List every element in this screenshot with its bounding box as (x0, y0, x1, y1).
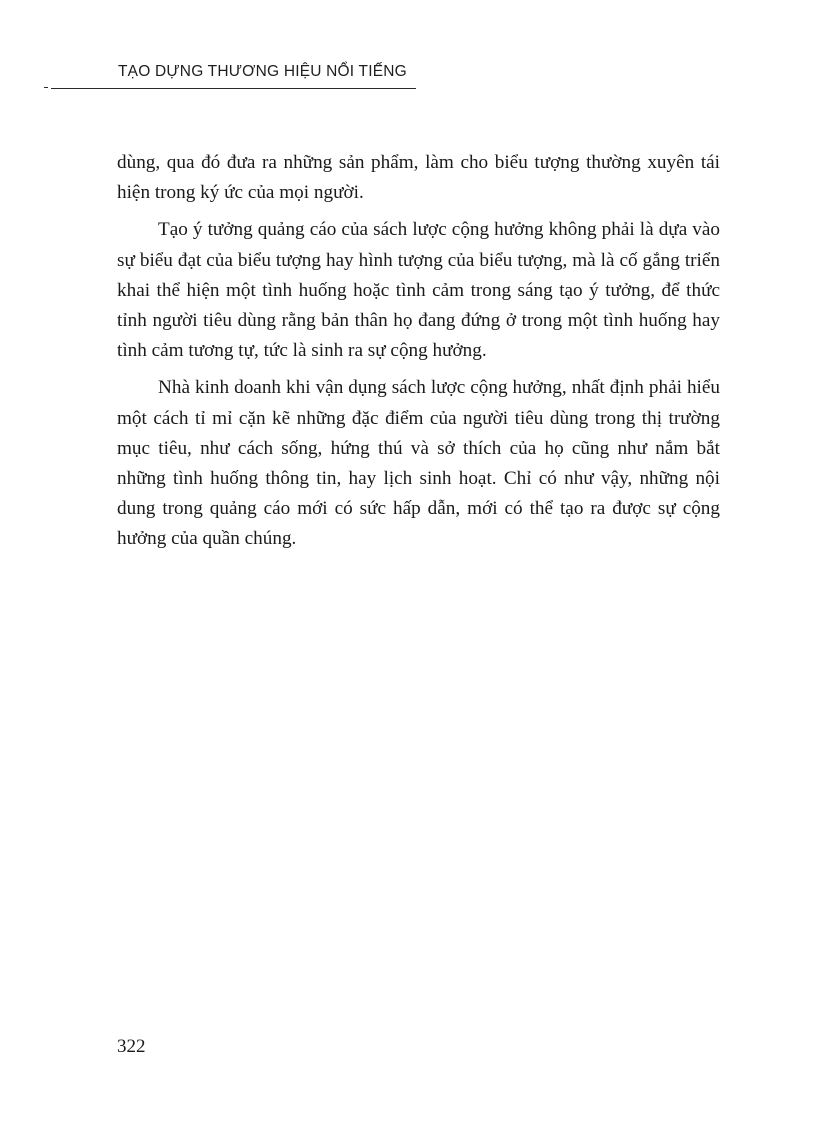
paragraph: Nhà kinh doanh khi vận dụng sách lược cộng hưởng, nhất định phải hiểu một cách tỉ mỉ cặn kẽ những đặc điểm của người tiêu dùng trong thị trường mục tiêu, như cách sống, hứng thú và sở thích của họ cũng như nắm bắt những tình huống thông tin, hay lịch sinh hoạt. Chỉ có như vậy, những nội dung trong quảng cáo mới có sức hấp dẫn, mới có thể tạo ra được sự cộng hưởng của quần chúng. (117, 377, 720, 550)
page-number: 322 (117, 1036, 146, 1057)
paragraph-continued: dùng, qua đó đưa ra những sản phẩm, làm cho biểu tượng thường xuyên tái hiện trong ký ức của mọi người. (117, 152, 720, 204)
header-rule-mark (42, 87, 51, 89)
body-text (117, 148, 720, 562)
paragraph: Tạo ý tưởng quảng cáo của sách lược cộng hưởng không phải là dựa vào sự biểu đạt của biểu tượng hay hình tượng của biểu tượng, mà là cố gắng triển khai thể hiện một tình huống hoặc tình cảm trong sáng tạo ý tưởng, để thức tỉnh người tiêu dùng rằng bản thân họ đang đứng ở trong một tình huống hay tình cảm tương tự, tức là sinh ra sự cộng hưởng. (117, 219, 720, 362)
running-header (42, 60, 416, 89)
running-header-title: TẠO DỰNG THƯƠNG HIỆU NỔI TIẾNG (118, 63, 407, 80)
